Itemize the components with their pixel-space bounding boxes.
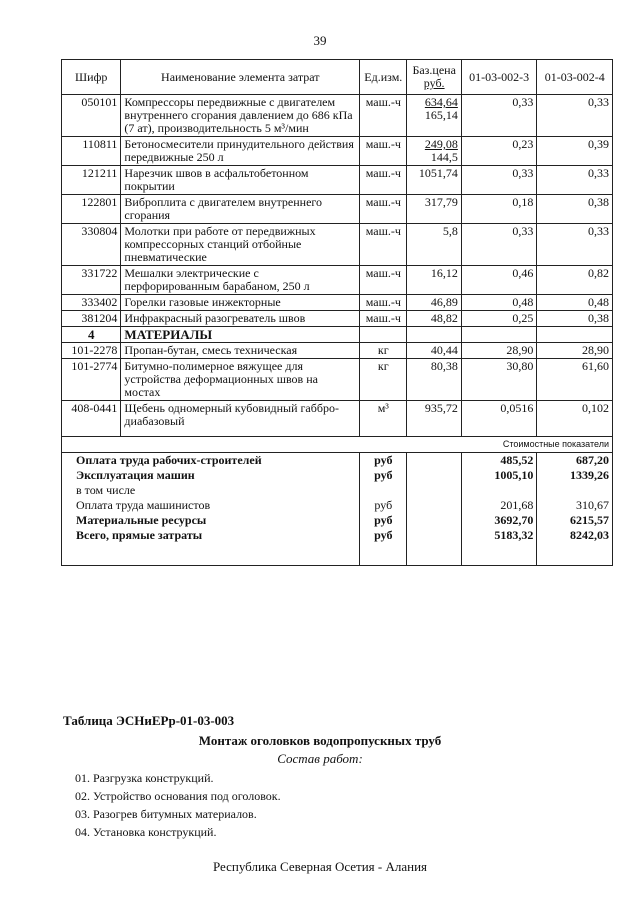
row-unit: маш.-ч [360,224,407,266]
summary-empty [407,528,461,543]
row-price: 40,44 [407,343,461,359]
row-name: Нарезчик швов в асфальтобетонном покрытии [121,166,360,195]
row-price [407,166,461,195]
row-price [407,137,461,166]
spacer-cell [461,543,537,566]
row-price-value: 46,89 [430,295,458,309]
summary-value-col1 [461,483,537,498]
section-title: МАТЕРИАЛЫ [121,327,360,343]
table-row [62,224,613,266]
spacer-cell [62,543,360,566]
summary-unit: руб [360,528,407,543]
header-name: Наименование элемента затрат [121,60,360,95]
table-row [62,166,613,195]
row-unit: маш.-ч [360,266,407,295]
row-value-col2: 0,33 [537,95,613,137]
row-value-col1: 0,33 [461,224,537,266]
summary-value-col2 [537,483,613,498]
summary-row [62,483,613,498]
row-value-col2: 28,90 [537,343,613,359]
row-unit: маш.-ч [360,166,407,195]
row-value-col1: 0,18 [461,195,537,224]
summary-label: Оплата труда рабочих-строителей [62,453,360,469]
row-unit: маш.-ч [360,137,407,166]
row-price-value: 249,08 [424,137,458,151]
table-row [62,137,613,166]
header-code: Шифр [62,60,121,95]
row-code: 101-2278 [62,343,121,359]
row-price [407,266,461,295]
list-item: 02. Устройство основания под оголовок. [75,789,281,803]
table-header-row [62,60,613,95]
row-price-value: 634,64 [424,95,458,109]
summary-value-col1: 3692,70 [461,513,537,528]
table-row [62,401,613,437]
row-code: 408-0441 [62,401,121,437]
header-unit: Ед.изм. [360,60,407,95]
summary-empty [407,453,461,469]
table-row [62,266,613,295]
summary-label: Эксплуатация машин [62,468,360,483]
row-name: Пропан-бутан, смесь техническая [121,343,360,359]
row-code: 121211 [62,166,121,195]
summary-label: Всего, прямые затраты [62,528,360,543]
summary-unit [360,483,407,498]
table-row [62,295,613,311]
row-value-col1: 0,33 [461,95,537,137]
row-price: 935,72 [407,401,461,437]
row-unit: маш.-ч [360,311,407,327]
row-price [407,224,461,266]
row-value-col2: 0,82 [537,266,613,295]
row-name: Инфракрасный разогреватель швов [121,311,360,327]
row-unit: кг [360,343,407,359]
summary-unit: руб [360,513,407,528]
row-price [407,195,461,224]
spacer-cell [360,543,407,566]
row-value-col1: 0,0516 [461,401,537,437]
row-price: 80,38 [407,359,461,401]
row-value-col1: 0,48 [461,295,537,311]
row-name: Компрессоры передвижные с двигателем внутреннего сгорания давлением до 686 кПа (7 ат), производительность 5 м³/мин [121,95,360,137]
row-name: Щебень одномерный кубовидный габбро-диабазовый [121,401,360,437]
table-row [62,311,613,327]
header-price-line2: руб. [423,76,445,90]
summary-value-col1: 485,52 [461,453,537,469]
summary-label: Материальные ресурсы [62,513,360,528]
summary-empty [407,483,461,498]
list-item: 04. Установка конструкций. [75,825,217,839]
summary-row [62,498,613,513]
row-value-col2: 0,102 [537,401,613,437]
cost-label-row [62,437,613,453]
spacer-cell [407,543,461,566]
table-row [62,95,613,137]
row-price-value: 48,82 [430,311,458,325]
list-item: 01. Разгрузка конструкций. [75,771,214,785]
row-name: Молотки при работе от передвижных компрессорных станций отбойные пневматические [121,224,360,266]
row-price-labor: 144,5 [430,150,458,164]
row-value-col2: 0,48 [537,295,613,311]
table-row [62,195,613,224]
footer-region: Республика Северная Осетия - Алания [212,859,428,874]
row-value-col2: 61,60 [537,359,613,401]
page-number: 39 [313,33,327,48]
works-list [75,769,281,841]
row-unit: кг [360,359,407,401]
row-value-col2: 0,39 [537,137,613,166]
summary-unit: руб [360,498,407,513]
summary-value-col1: 201,68 [461,498,537,513]
row-value-col1: 0,46 [461,266,537,295]
resource-table [61,59,613,566]
row-unit: маш.-ч [360,95,407,137]
row-code: 050101 [62,95,121,137]
row-code: 330804 [62,224,121,266]
row-price-value: 5,8 [442,224,458,238]
cost-indicators-label: Стоимостные показатели [62,437,613,453]
row-code: 122801 [62,195,121,224]
summary-empty [407,498,461,513]
summary-row [62,453,613,469]
summary-label: Оплата труда машинистов [62,498,360,513]
works-subheading: Состав работ: [277,751,363,766]
summary-label: в том числе [62,483,360,498]
table-row [62,359,613,401]
row-code: 101-2774 [62,359,121,401]
row-price [407,311,461,327]
row-price-value: 1051,74 [418,166,458,180]
summary-empty [407,468,461,483]
row-code: 110811 [62,137,121,166]
row-value-col2: 0,33 [537,166,613,195]
spacer-cell [537,543,613,566]
row-name: Бетоносмесители принудительного действия передвижные 250 л [121,137,360,166]
row-price [407,295,461,311]
header-price [407,60,461,95]
row-value-col2: 0,38 [537,195,613,224]
row-value-col1: 0,23 [461,137,537,166]
row-code: 331722 [62,266,121,295]
row-price-value: 317,79 [424,195,458,209]
row-price [407,95,461,137]
summary-spacer-row [62,543,613,566]
summary-row [62,528,613,543]
summary-row [62,513,613,528]
row-code: 381204 [62,311,121,327]
table-row [62,343,613,359]
section-heading: Монтаж оголовков водопропускных труб [198,733,442,748]
row-name: Мешалки электрические с перфорированным барабаном, 250 л [121,266,360,295]
summary-value-col2: 8242,03 [537,528,613,543]
row-value-col1: 28,90 [461,343,537,359]
section-number: 4 [62,327,121,343]
row-price-labor: 165,14 [424,108,458,122]
summary-unit: руб [360,468,407,483]
table-caption: Таблица ЭСНиЕРр-01-03-003 [63,713,235,728]
header-col2: 01-03-002-4 [537,60,613,95]
row-value-col2: 0,33 [537,224,613,266]
row-value-col1: 30,80 [461,359,537,401]
row-name: Битумно-полимерное вяжущее для устройства деформационных швов на мостах [121,359,360,401]
summary-value-col2: 6215,57 [537,513,613,528]
header-price-line1: Баз.цена [412,63,456,77]
summary-empty [407,513,461,528]
summary-row [62,468,613,483]
summary-value-col1: 1005,10 [461,468,537,483]
header-col1: 01-03-002-3 [461,60,537,95]
row-value-col1: 0,25 [461,311,537,327]
summary-value-col2: 1339,26 [537,468,613,483]
summary-value-col2: 310,67 [537,498,613,513]
row-price-value: 16,12 [430,266,458,280]
row-name: Горелки газовые инжекторные [121,295,360,311]
summary-unit: руб [360,453,407,469]
list-item: 03. Разогрев битумных материалов. [75,807,257,821]
row-name: Виброплита с двигателем внутреннего сгорания [121,195,360,224]
row-unit: маш.-ч [360,295,407,311]
summary-value-col1: 5183,32 [461,528,537,543]
section-row-materials [62,327,613,343]
summary-value-col2: 687,20 [537,453,613,469]
row-unit: маш.-ч [360,195,407,224]
row-code: 333402 [62,295,121,311]
row-unit: м³ [360,401,407,437]
row-value-col1: 0,33 [461,166,537,195]
row-value-col2: 0,38 [537,311,613,327]
